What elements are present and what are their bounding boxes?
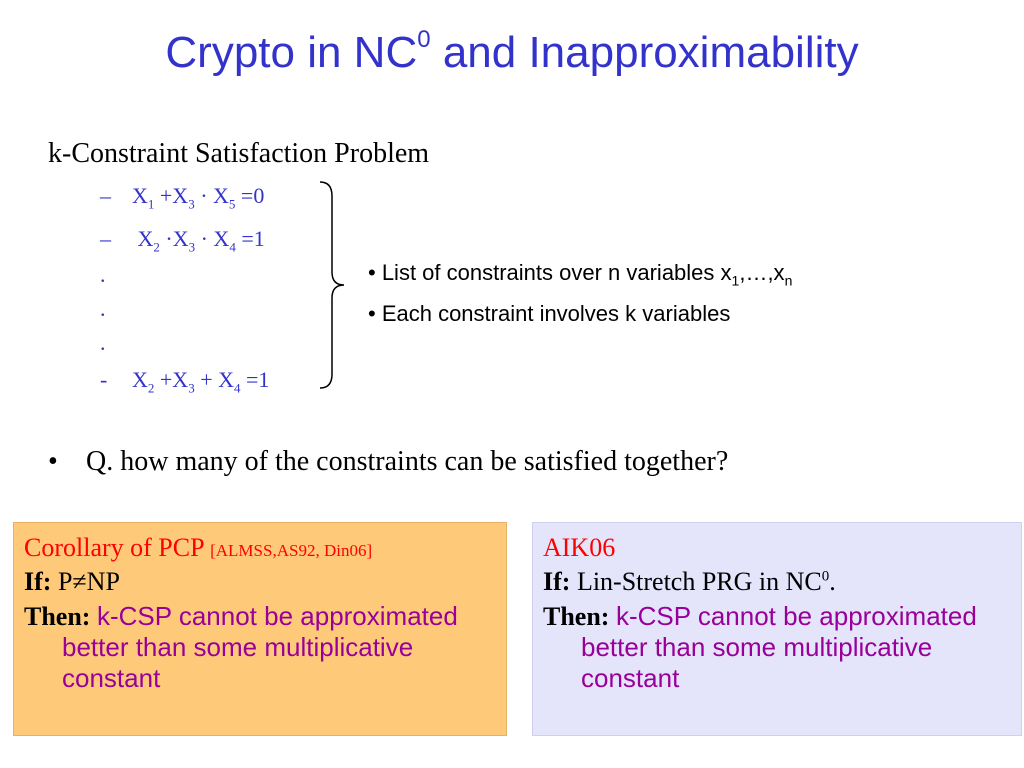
box-title: AIK06 (543, 533, 616, 562)
bullet-constraints-list: • List of constraints over n variables $x_1,\dots,x_n$ (368, 260, 793, 289)
if-line: If: P≠NP (24, 567, 120, 596)
citation: [ALMSS,AS92, Din06] (210, 541, 373, 560)
bullet-k-variables: • Each constraint involves k variables (368, 301, 731, 327)
box-title: Corollary of PCP [ALMSS,AS92, Din06] (24, 533, 373, 562)
then-line: Then: k-CSP cannot be approximated better than some multiplicative constant (24, 601, 458, 693)
constraint-last: - $X_2 +X_3 + X_4 =1$ (100, 367, 270, 396)
pcp-corollary-box (13, 522, 507, 736)
question-bullet: • (48, 446, 58, 477)
csp-heading: k-Constraint Satisfaction Problem (48, 138, 430, 169)
title-superscript: 0 (417, 26, 431, 53)
csp-description (368, 256, 792, 330)
ellipsis-dot-1: . (100, 262, 106, 287)
slide-title (0, 28, 1024, 78)
constraint-1: – $X_1 +X_3 \cdot X_5 =0$ (100, 183, 265, 212)
constraint-2: – $X_2 \cdot X_3 \cdot X_4 =1$ (100, 226, 265, 255)
title-text-end: and Inapproximability (430, 28, 859, 77)
aik06-box (532, 522, 1022, 736)
ellipsis-dot-3: . (100, 330, 106, 355)
title-text: Crypto in NC (165, 28, 418, 77)
question-text: Q. how many of the constraints can be satisfied together? (86, 446, 729, 477)
ellipsis-dot-2: . (100, 296, 106, 321)
curly-brace-icon (318, 180, 348, 390)
if-line: If: Lin-Stretch PRG in $NC^0$. (543, 567, 836, 596)
then-line: Then: k-CSP cannot be approximated better than some multiplicative constant (543, 601, 977, 693)
question-line (48, 446, 728, 478)
